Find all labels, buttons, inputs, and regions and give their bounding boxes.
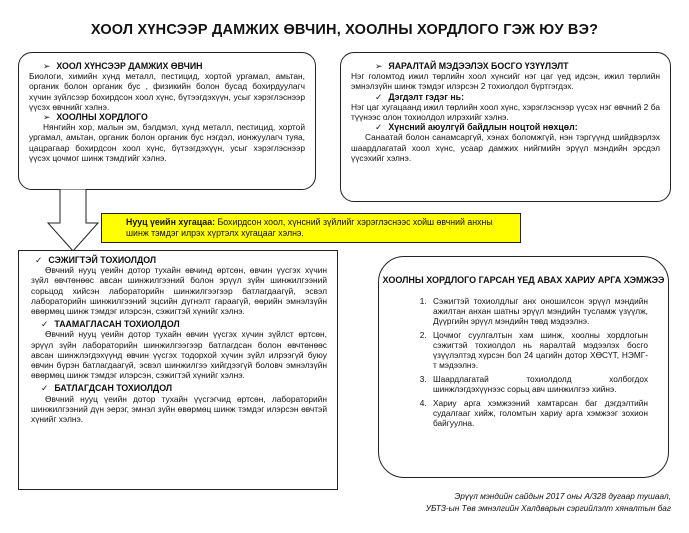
list-item: 3. Шаардлагатай тохиолдолд холбогдох шинжлэгдэхүүнээс сорьц авч шинжилгээ хийнэ. <box>429 374 648 394</box>
definitions-box <box>18 52 316 190</box>
source-line-2: УБТЗ-ын Төв эмнэлгийн Халдварын сэргийлэлт хяналтын баг <box>425 503 671 513</box>
food-safety-heading: ✓ Хүнсний аюулгүй байдлын ноцтой нөхцөл: <box>351 122 660 132</box>
confirmed-case-heading: ✓ БАТЛАГДСАН ТОХИОЛДОЛ <box>31 383 327 393</box>
confirmed-case-text: Өвчний нууц үеийн дотор тухайн үүсгэгчид өртсөн, лабораторийн шинжилгээний дүн эерэг, эмнэл зүйн өвөрмөц шинж тэмдэг илэрсэн өвчтэй хүнийг хэлнэ. <box>31 393 327 425</box>
response-measures-title: ХООЛНЫ ХОРДЛОГО ГАРСАН ҮЕД АВАХ ХАРИУ АРГА ХЭМЖЭЭ <box>382 275 665 285</box>
response-measures-box <box>378 256 669 478</box>
food-poisoning-text: Нянгийн хор, малын эм, бэлдмэл, хүнд металл, пестицид, хортой ургамал, амьтан, органик болон органик бус нэгдэл, ионжуулагч туяа, цацрагаар бохирдсон хоол хүнс, бүтээгдэхүүн, усыг хэрэглэснээр үүсэх цочмог шинж тэмдгийг хэлнэ. <box>29 122 305 163</box>
suspected-case-text: Өвчний нууц үеийн дотор тухайн өвчинд өртсөн, өвчин үүсгэх хүчин зүйл өвчтөнөөс авсан шинжилгээний болон эрүүл зүйн шинжилгээний сорьцод хийсэн лабораторийн шинжилгээгээр батлагдаагүй, эсвэл лабораторийн шинжилгээний эцсийн дүгнэлт гараагүй, өөрийн эмнэлзүйн өвөрмөц шинж тэмдэг илэрсэн, сэжигтэй хүнийг хэлнэ. <box>31 265 327 317</box>
list-item: 4. Хариу арга хэмжээний хамтарсан баг дэгдэлтийн судалгааг хийж, голомтын хариу арга хэмжээг зохион байгуулна. <box>429 398 648 428</box>
probable-case-heading: ✓ ТААМАГЛАСАН ТОХИОЛДОЛ <box>31 319 327 329</box>
incubation-period-box <box>101 213 521 243</box>
case-definitions-box <box>18 250 338 490</box>
incubation-label: Нууц үеийн хугацаа: <box>126 217 216 227</box>
list-item: 1. Сэжигтэй тохиолдлыг анх оношилсон эрүүл мэндийн ажилтан анхан шатны эрүүл мэндийн тусламж үзүүлж, Дүүргийн эрүүл мэндийн төвд мэдээлнэ. <box>429 296 648 326</box>
food-safety-text: Санаатай болон санамсаргүй, хэнах боломжгүй, нэн тэргүүнд шийдвэрлэх шаардлагатай хоол хүнс, усаар дамжих нийгмийн эрүүл мэндийн эрсдэл үүсэхийг хэлнэ. <box>351 132 660 163</box>
suspected-case-heading: ✓ СЭЖИГТЭЙ ТОХИОЛДОЛ <box>31 255 327 265</box>
page-title: ХООЛ ХҮНСЭЭР ДАМЖИХ ӨВЧИН, ХООЛНЫ ХОРДЛОГО ГЭЖ ЮУ ВЭ? <box>90 22 599 38</box>
source-line-1: Эрүүл мэндийн сайдын 2017 оны А/328 дугаар тушаал, <box>454 491 671 501</box>
list-item: 2. Цочмог суулгалтын хам шинж, хоолны хордлогын сэжигтэй тохиолдол нь яаралтай мэдээлэх босго үзүүлэлтэд хүрсэн бол 24 цагийн дотор ХӨСҮТ, НЭМГ-т мэдээлнэ. <box>429 330 648 370</box>
foodborne-disease-heading: ➢ ХООЛ ХҮНСЭЭР ДАМЖИХ ӨВЧИН <box>29 61 305 71</box>
probable-case-text: Өвчний нууц үеийн дотор тухайн өвчин үүсгэх хүчин зүйлст өртсөн, эрүүл зүйн лабораторийн шинжилгээгээр батлагдсан болон өвчтөнөөс авсан шинжлэгдэхүүнд өвчин үүсгэх тодорхой хүчин зүйл илрээгүй буюу өвчин бүрэн батлагдаагүй, эсвэл шинжилгээ хийгдээгүй боловч эмнэлзүйн өвөрмөц шинж тэмдэг илэрсэн, сэжигтэй хүнийг хэлнэ. <box>31 329 327 381</box>
reporting-threshold-box <box>340 52 671 202</box>
source-note <box>426 490 671 514</box>
down-arrow-icon <box>46 189 100 253</box>
food-poisoning-heading: ➢ ХООЛНЫ ХОРДЛОГО <box>29 112 305 122</box>
outbreak-text: Нэг цаг хугацаанд ижил төрлийн хоол хүнс, хэрэглэснээр үүсэх нэг өвчний 2 ба түүнээс олон тохиолдол илрэхийг хэлнэ. <box>351 101 660 123</box>
urgent-report-heading: ➢ ЯАРАЛТАЙ МЭДЭЭЛЭХ БОСГО ҮЗҮҮЛЭЛТ <box>351 61 660 71</box>
incubation-text: Бохирдсон хоол, хүнсний зүйлийг хэрэглэснээс хойш өвчний анхны шинж тэмдэг илрэх хүртэлх хугацааг хэлнэ. <box>126 217 493 238</box>
response-measures-list <box>415 296 648 428</box>
urgent-report-text: Нэг голомтод ижил төрлийн хоол хүнсийг нэг цаг үед идсэн, ижил төрлийн эмнэлзүйн шинж тэмдэг илэрсэн 2 тохиолдол бүртгэгдэх. <box>351 71 660 92</box>
foodborne-disease-text: Биологи, химийн хүнд металл, пестицид, хортой ургамал, амьтан, органик болон органик бус , физикийн болон бусад бохирдуулагч хүчин зүйлсээр бохирдсон хоол хүнс, бүтээгдэхүүн, усыг хэрэглэснээр үүсэх өвчнийг хэлнэ. <box>29 71 305 112</box>
outbreak-heading: ✓ Дэгдэлт гэдэг нь: <box>351 92 660 102</box>
